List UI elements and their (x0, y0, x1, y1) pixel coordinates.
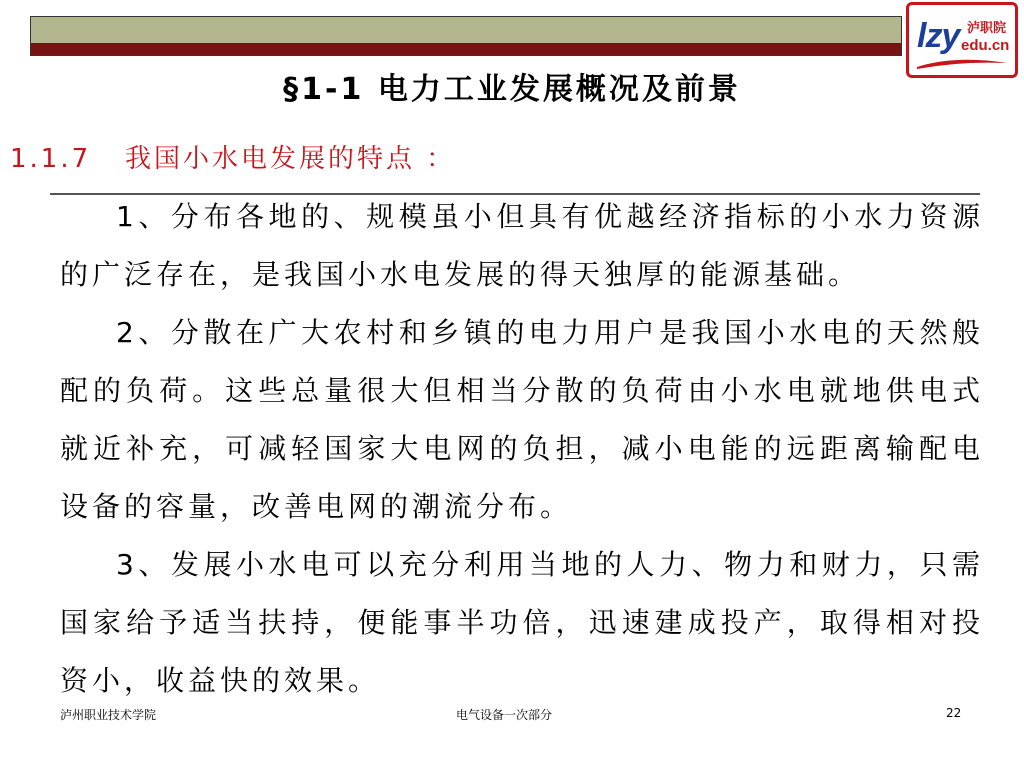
footer-institution: 泸州职业技术学院 (60, 708, 157, 722)
header-bar-maroon-band (31, 43, 901, 56)
paragraph-2: 2、分散在广大农村和乡镇的电力用户是我国小水电的天然般配的负荷。这些总量很大但相当分散的负荷由小水电就地供电式就近补充，可减轻国家大电网的负担，减小电能的远距离输配电设备的容量，改善电网的潮流分布。 (60, 316, 984, 523)
slide-body (60, 188, 984, 710)
slide-title: §1-1 电力工业发展概况及前景 (283, 72, 741, 107)
logo-domain: edu.cn (961, 37, 1010, 54)
header-bar-olive-band (31, 17, 901, 43)
footer-course-title: 电气设备一次部分 (456, 708, 553, 722)
header-decor-bar (30, 16, 902, 56)
section-subtitle: 1.1.7 我国小水电发展的特点 ： (10, 144, 456, 174)
paragraph-1: 1、分布各地的、规模虽小但具有优越经济指标的小水力资源的广泛存在，是我国小水电发展的得天独厚的能源基础。 (60, 200, 984, 291)
logo-school-name: 泸职院 (967, 21, 1007, 36)
logo-mark: lzy (917, 17, 960, 55)
paragraph-3: 3、发展小水电可以充分利用当地的人力、物力和财力，只需国家给予适当扶持，便能事半功倍，迅速建成投产，取得相对投资小，收益快的效果。 (60, 548, 984, 697)
footer-page-number: 22 (946, 706, 962, 720)
